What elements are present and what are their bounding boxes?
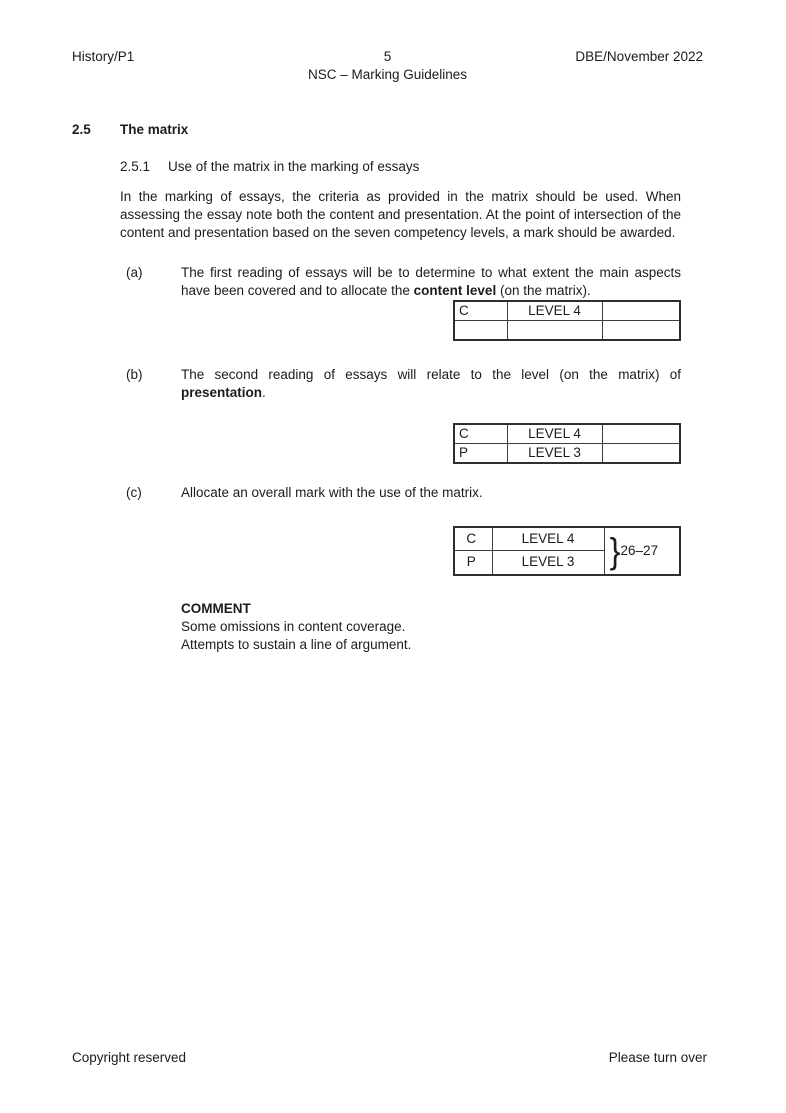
comment-line: Some omissions in content coverage. [181,618,406,634]
comment-line: Attempts to sustain a line of argument. [181,636,412,652]
item-a-body [181,264,681,341]
page-header [72,0,703,84]
matrix-table-content [453,300,681,341]
item-c-label: (c) [126,484,142,500]
table-row [454,443,680,463]
table-cell [454,321,507,340]
footer-copyright: Copyright reserved [72,1050,187,1065]
subsection-heading [120,158,681,176]
table-cell [507,321,602,340]
item-a-text-after: (on the matrix). [496,283,591,298]
table-cell [602,443,680,463]
item-a-text [181,264,681,300]
section-number: 2.5 [72,122,91,137]
table-cell [602,301,680,321]
item-b-body [181,366,681,464]
page-footer [72,1049,707,1067]
subsection-number: 2.5.1 [120,159,151,174]
item-b-label: (b) [126,366,143,382]
table-row [454,527,680,551]
table-cell: C [454,424,507,444]
item-c-text-before: Allocate an overall mark with the use of the matrix. [181,484,483,500]
intro-paragraph: In the marking of essays, the criteria as provided in the matrix should be used. When assessing the essay note both the content and presentation. At the point of intersection of the content and presentation based on the seven competency levels, a mark should be awarded. [120,189,681,240]
matrix-table-overall-mark [453,526,681,576]
table-cell: C [454,527,492,551]
brace-annotation [609,529,676,571]
matrix-table-presentation [453,423,681,464]
table-cell: LEVEL 4 [507,301,602,321]
item-b-bold: presentation [181,384,263,400]
comment-block [181,600,681,654]
table-cell: LEVEL 4 [492,527,604,551]
mark-range-value: 26–27 [620,542,659,558]
section-heading [72,121,681,139]
table-row [454,321,680,340]
comment-title: COMMENT [181,600,251,616]
header-subtitle: NSC – Marking Guidelines [307,67,468,82]
section-title: The matrix [120,122,189,137]
table-cell-mark-range [604,527,680,575]
table-cell: LEVEL 4 [507,424,602,444]
item-c-body [181,484,681,576]
table-row [454,301,680,321]
item-c-text [181,484,681,502]
header-row [72,48,703,66]
list-item-b [126,366,681,464]
item-a-label: (a) [126,265,143,280]
subsection-title: Use of the matrix in the marking of essays [168,159,420,174]
list-item-a [126,264,681,341]
item-b-text-before: The second reading of essays will relate to the level (on the matrix) of [181,366,681,382]
table-cell [602,424,680,444]
table-cell: P [454,443,507,463]
table-row [454,424,680,444]
item-a-bold: content level [413,283,497,298]
header-exam-session: DBE/November 2022 [575,49,703,64]
item-a-text-before: The first reading of essays will be to determine to what extent the main aspects have been covered and to allocate the [181,265,681,298]
item-b-text-after: . [262,384,266,400]
table-cell: LEVEL 3 [492,551,604,575]
page-content [72,121,681,654]
curly-brace-glyph: } [609,529,620,571]
table-cell: C [454,301,507,321]
header-page-number: 5 [383,49,392,64]
item-b-text [181,366,681,402]
table-cell: LEVEL 3 [507,443,602,463]
header-paper-title: History/P1 [72,49,135,64]
table-cell [602,321,680,340]
list-item-c [126,484,681,576]
footer-turn-over: Please turn over [608,1050,707,1065]
table-cell: P [454,551,492,575]
